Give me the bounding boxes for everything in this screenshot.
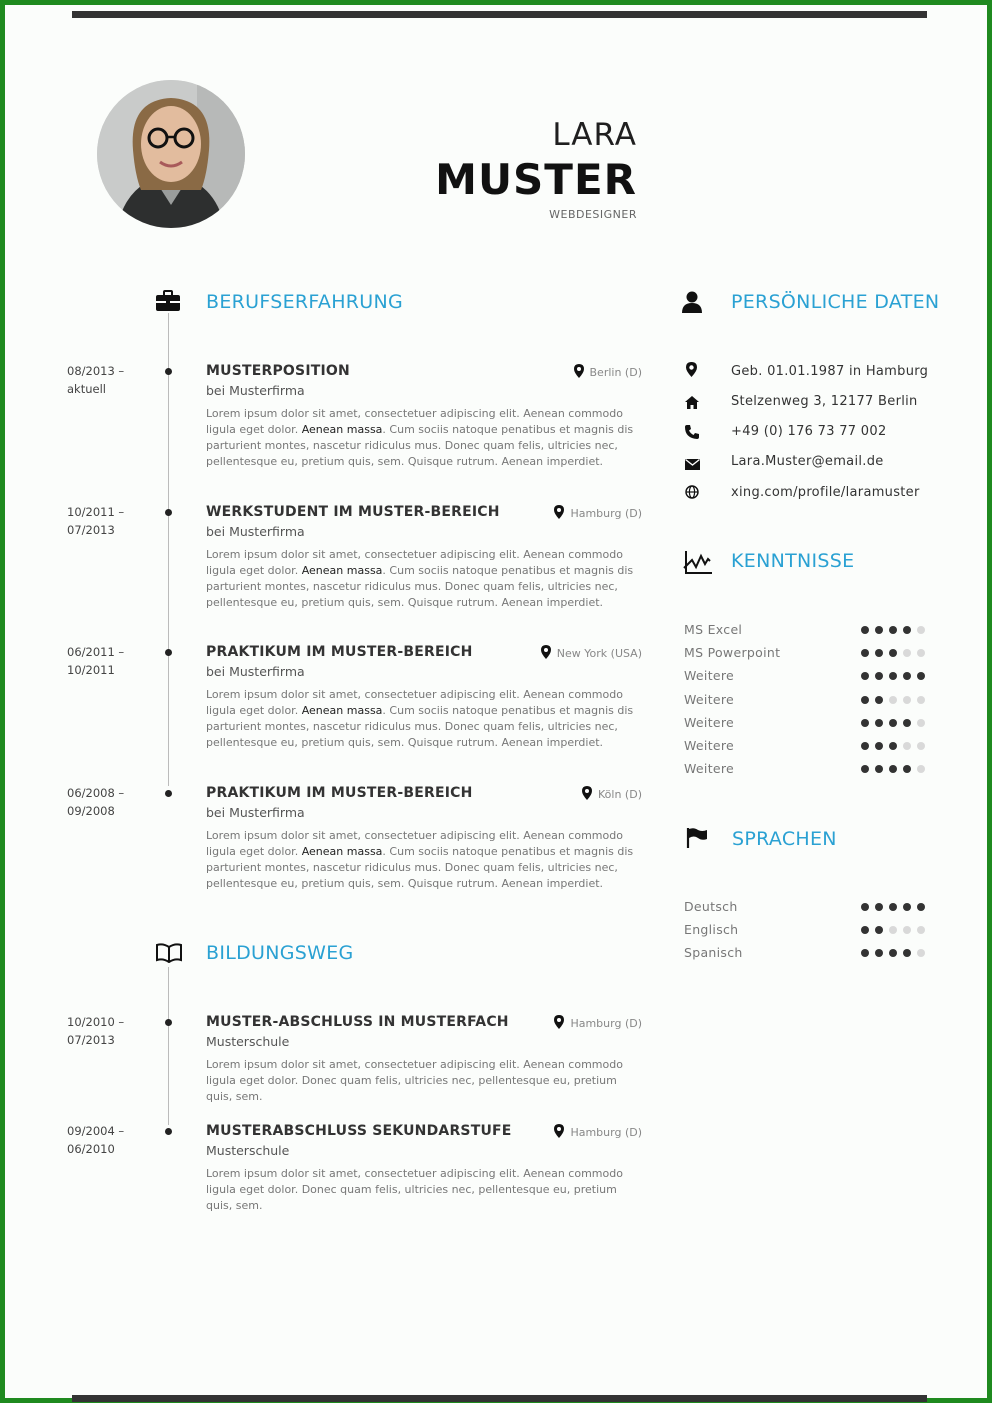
rating-dot-filled xyxy=(875,696,883,704)
rating-dot-empty xyxy=(917,949,925,957)
rating-dot-filled xyxy=(861,649,869,657)
entry-organization: bei Musterfirma xyxy=(206,383,305,398)
entry-date-end: 06/2010 xyxy=(67,1142,115,1156)
entry-title: MUSTERPOSITION xyxy=(206,363,350,379)
rating-dot-empty xyxy=(903,742,911,750)
personal-phone: +49 (0) 176 73 77 002 xyxy=(731,424,887,439)
language-label: Deutsch xyxy=(684,899,738,914)
rating-dot-filled xyxy=(889,742,897,750)
globe-icon xyxy=(685,484,699,503)
section-title-personal: PERSÖNLICHE DATEN xyxy=(731,291,940,313)
entry-description xyxy=(206,406,646,470)
rating-dot-filled xyxy=(861,903,869,911)
rating-dot-filled xyxy=(875,765,883,773)
section-title-languages: SPRACHEN xyxy=(732,828,837,850)
entry-location xyxy=(582,786,642,801)
skill-label: Weitere xyxy=(684,738,735,753)
rating-dot-filled xyxy=(889,719,897,727)
personal-birth: Geb. 01.01.1987 in Hamburg xyxy=(731,364,929,379)
entry-title: MUSTERABSCHLUSS SEKUNDARSTUFE xyxy=(206,1123,512,1139)
description-text: Lorem ipsum dolor sit amet, consectetuer adipiscing elit. Aenean commodo ligula eget dolor. xyxy=(206,829,623,858)
section-title-skills: KENNTNISSE xyxy=(731,550,855,572)
personal-web: xing.com/profile/laramuster xyxy=(731,485,920,500)
timeline-dot xyxy=(165,509,172,516)
entry-location xyxy=(554,1124,642,1139)
location-pin-icon xyxy=(554,505,564,519)
entry-date xyxy=(67,1013,147,1049)
rating-dot-filled xyxy=(861,926,869,934)
entry-date-end: 07/2013 xyxy=(67,523,115,537)
skill-rating xyxy=(861,742,925,750)
rating-dot-filled xyxy=(861,949,869,957)
description-text-rest: . Cum sociis natoque penatibus et magnis dis parturient montes, nascetur ridiculus mus. Donec quam felis, ultricies nec, pellentesque eu, pretium quis, sem. Quisque rutrum. Aenean imperdiet. xyxy=(206,845,634,890)
phone-icon xyxy=(685,424,699,443)
rating-dot-filled xyxy=(903,949,911,957)
entry-date-end: 09/2008 xyxy=(67,804,115,818)
description-text-rest: . Cum sociis natoque penatibus et magnis dis parturient montes, nascetur ridiculus mus. Donec quam felis, ultricies nec, pellentesque eu, pretium quis, sem. Quisque rutrum. Aenean imperdiet. xyxy=(206,423,634,468)
description-highlight: Aenean massa xyxy=(301,845,383,858)
rating-dot-filled xyxy=(889,765,897,773)
rating-dot-filled xyxy=(875,719,883,727)
description-highlight: Aenean massa xyxy=(301,423,383,436)
rating-dot-empty xyxy=(903,926,911,934)
top-bar xyxy=(72,11,927,18)
timeline-dot xyxy=(165,1128,172,1135)
entry-date-end: 07/2013 xyxy=(67,1033,115,1047)
entry-location-text: Berlin (D) xyxy=(589,366,642,379)
profile-photo xyxy=(97,80,245,228)
rating-dot-filled xyxy=(889,903,897,911)
job-title: WEBDESIGNER xyxy=(549,208,637,221)
rating-dot-filled xyxy=(903,903,911,911)
rating-dot-filled xyxy=(875,949,883,957)
rating-dot-filled xyxy=(903,719,911,727)
entry-date-start: 06/2008 – xyxy=(67,786,125,800)
entry-location-text: Hamburg (D) xyxy=(570,507,642,520)
entry-location-text: Hamburg (D) xyxy=(570,1126,642,1139)
skill-label: MS Powerpoint xyxy=(684,645,781,661)
entry-description: Lorem ipsum dolor sit amet, consectetuer adipiscing elit. Aenean commodo ligula eget dolor. Donec quam felis, ultricies nec, pellentesque eu, pretium quis, sem. xyxy=(206,1058,623,1103)
rating-dot-empty xyxy=(917,742,925,750)
entry-title: WERKSTUDENT IM MUSTER-BEREICH xyxy=(206,504,500,520)
skill-label: MS Excel xyxy=(684,622,743,637)
description-highlight: Aenean massa xyxy=(301,564,383,577)
entry-date-end: 10/2011 xyxy=(67,663,115,677)
entry-date xyxy=(67,784,147,820)
rating-dot-filled xyxy=(875,903,883,911)
rating-dot-filled xyxy=(861,696,869,704)
entry-organization: bei Musterfirma xyxy=(206,805,305,820)
rating-dot-filled xyxy=(875,649,883,657)
entry-description: Lorem ipsum dolor sit amet, consectetuer adipiscing elit. Aenean commodo ligula eget dolor. Donec quam felis, ultricies nec, pellentesque eu, pretium quis, sem. xyxy=(206,1167,623,1212)
entry-organization: bei Musterfirma xyxy=(206,664,305,679)
skill-rating xyxy=(861,765,925,773)
rating-dot-filled xyxy=(903,765,911,773)
entry-date-start: 09/2004 – xyxy=(67,1124,125,1138)
entry-location-text: Hamburg (D) xyxy=(570,1017,642,1030)
rating-dot-filled xyxy=(889,949,897,957)
description-text: Lorem ipsum dolor sit amet, consectetuer adipiscing elit. Aenean commodo ligula eget dolor. xyxy=(206,548,623,577)
timeline-dot xyxy=(165,790,172,797)
description-text-rest: . Cum sociis natoque penatibus et magnis dis parturient montes, nascetur ridiculus mus. Donec quam felis, ultricies nec, pellentesque eu, pretium quis, sem. Quisque rutrum. Aenean imperdiet. xyxy=(206,704,634,749)
location-pin-icon xyxy=(574,364,584,378)
skill-rating xyxy=(861,649,925,657)
person-icon xyxy=(681,291,703,317)
timeline-dot xyxy=(165,1019,172,1026)
skill-rating xyxy=(861,696,925,704)
last-name: MUSTER xyxy=(435,155,637,204)
location-pin-icon xyxy=(554,1124,564,1138)
rating-dot-empty xyxy=(917,719,925,727)
entry-location-text: Köln (D) xyxy=(598,788,642,801)
rating-dot-empty xyxy=(889,696,897,704)
entry-location xyxy=(554,1015,642,1030)
home-icon xyxy=(685,394,699,413)
entry-location xyxy=(554,505,642,520)
rating-dot-filled xyxy=(889,626,897,634)
rating-dot-filled xyxy=(861,626,869,634)
entry-date-start: 10/2011 – xyxy=(67,505,125,519)
flag-icon xyxy=(686,827,708,853)
rating-dot-filled xyxy=(861,765,869,773)
rating-dot-empty xyxy=(903,696,911,704)
skill-rating xyxy=(861,672,925,680)
entry-location xyxy=(574,364,642,379)
entry-date-start: 06/2011 – xyxy=(67,645,125,659)
timeline-education xyxy=(168,967,169,1125)
entry-organization: bei Musterfirma xyxy=(206,524,305,539)
language-rating xyxy=(861,949,925,957)
language-label: Englisch xyxy=(684,922,739,937)
first-name: LARA xyxy=(552,117,637,153)
chart-icon xyxy=(683,550,713,580)
rating-dot-empty xyxy=(917,765,925,773)
entry-date xyxy=(67,1122,147,1158)
location-pin-icon xyxy=(541,645,551,659)
rating-dot-filled xyxy=(903,626,911,634)
entry-date-start: 08/2013 – xyxy=(67,364,125,378)
description-text-rest: . Cum sociis natoque penatibus et magnis dis parturient montes, nascetur ridiculus mus. Donec quam felis, ultricies nec, pellentesque eu, pretium quis, sem. Quisque rutrum. Aenean imperdiet. xyxy=(206,564,634,609)
location-pin-icon xyxy=(554,1015,564,1029)
rating-dot-filled xyxy=(889,672,897,680)
description-highlight: Aenean massa xyxy=(301,704,383,717)
bottom-bar xyxy=(72,1395,927,1402)
rating-dot-empty xyxy=(903,649,911,657)
skill-label: Weitere xyxy=(684,761,735,777)
section-title-education: BILDUNGSWEG xyxy=(206,942,354,964)
book-icon xyxy=(156,943,182,967)
timeline-experience xyxy=(168,313,169,786)
section-title-experience: BERUFSERFAHRUNG xyxy=(206,291,404,313)
entry-description xyxy=(206,687,646,751)
rating-dot-filled xyxy=(903,672,911,680)
entry-date-start: 10/2010 – xyxy=(67,1015,125,1029)
entry-date xyxy=(67,362,147,398)
entry-organization: Musterschule xyxy=(206,1143,290,1158)
entry-organization: Musterschule xyxy=(206,1034,290,1049)
entry-location-text: New York (USA) xyxy=(556,647,642,660)
rating-dot-filled xyxy=(875,742,883,750)
rating-dot-empty xyxy=(917,926,925,934)
skill-label: Weitere xyxy=(684,691,735,707)
timeline-dot xyxy=(165,649,172,656)
mail-icon xyxy=(685,455,700,474)
rating-dot-filled xyxy=(875,926,883,934)
rating-dot-filled xyxy=(917,672,925,680)
rating-dot-empty xyxy=(917,626,925,634)
location-pin-icon xyxy=(582,786,592,800)
entry-date xyxy=(67,503,147,539)
entry-title: PRAKTIKUM IM MUSTER-BEREICH xyxy=(206,644,473,660)
rating-dot-filled xyxy=(917,903,925,911)
entry-date xyxy=(67,643,147,679)
skill-label: Weitere xyxy=(684,668,735,684)
personal-email: Lara.Muster@email.de xyxy=(731,454,884,469)
rating-dot-filled xyxy=(861,742,869,750)
entry-title: MUSTER-ABSCHLUSS IN MUSTERFACH xyxy=(206,1014,509,1030)
description-text: Lorem ipsum dolor sit amet, consectetuer adipiscing elit. Aenean commodo ligula eget dolor. xyxy=(206,407,623,436)
rating-dot-empty xyxy=(889,926,897,934)
personal-address: Stelzenweg 3, 12177 Berlin xyxy=(731,394,918,409)
rating-dot-filled xyxy=(875,626,883,634)
entry-location xyxy=(541,645,642,660)
rating-dot-filled xyxy=(861,719,869,727)
rating-dot-filled xyxy=(889,649,897,657)
language-label: Spanisch xyxy=(684,945,743,960)
language-rating xyxy=(861,926,925,934)
entry-description xyxy=(206,828,646,892)
rating-dot-filled xyxy=(875,672,883,680)
timeline-dot xyxy=(165,368,172,375)
skill-rating xyxy=(861,626,925,634)
entry-title: PRAKTIKUM IM MUSTER-BEREICH xyxy=(206,785,473,801)
skill-rating xyxy=(861,719,925,727)
entry-description xyxy=(206,547,646,611)
description-text: Lorem ipsum dolor sit amet, consectetuer adipiscing elit. Aenean commodo ligula eget dolor. xyxy=(206,688,623,717)
rating-dot-filled xyxy=(861,672,869,680)
rating-dot-empty xyxy=(917,649,925,657)
entry-date-end: aktuell xyxy=(67,382,106,396)
skill-label: Weitere xyxy=(684,714,735,730)
rating-dot-empty xyxy=(917,696,925,704)
location-pin-icon xyxy=(686,362,697,381)
language-rating xyxy=(861,903,925,911)
